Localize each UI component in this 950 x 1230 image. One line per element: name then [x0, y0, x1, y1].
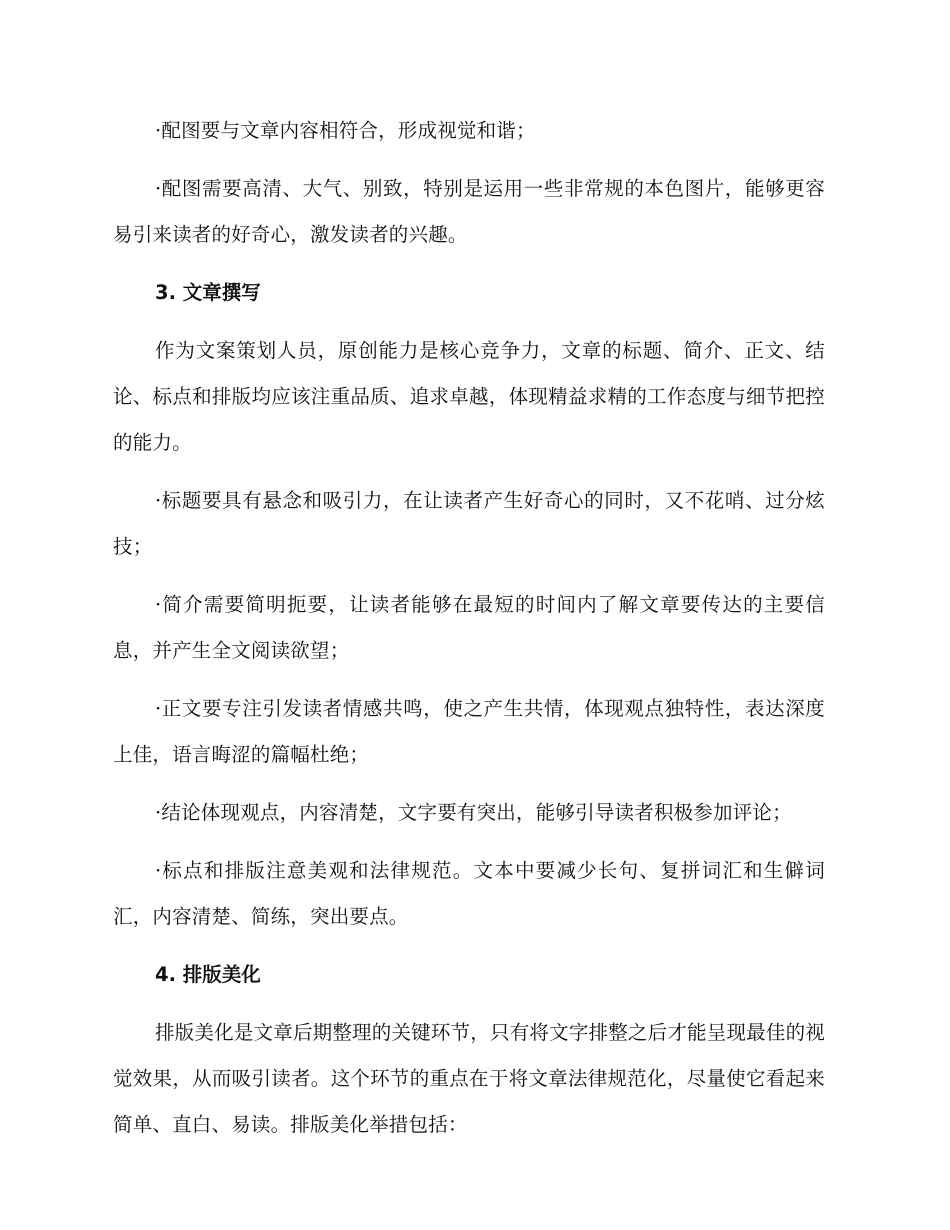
body-paragraph: 排版美化是文章后期整理的关键环节，只有将文字排整之后才能呈现最佳的视觉效果，从而吸引读者。这个环节的重点在于将文章法律规范化，尽量使它看起来简单、直白、易读。排版美化举措包括：	[113, 1021, 825, 1136]
bullet-paragraph: ·结论体现观点，内容清楚，文字要有突出，能够引导读者积极参加评论；	[155, 801, 792, 824]
bullet-paragraph: ·标点和排版注意美观和法律规范。文本中要减少长句、复拼词汇和生僻词汇，内容清楚、简练，突出要点。	[113, 859, 825, 928]
document-body	[113, 108, 825, 1148]
bullet-paragraph: ·配图要与文章内容相符合，形成视觉和谐；	[155, 119, 536, 142]
bullet-paragraph: ·简介需要简明扼要，让读者能够在最短的时间内了解文章要传达的主要信息，并产生全文阅读欲望；	[113, 593, 825, 662]
body-paragraph: 作为文案策划人员，原创能力是核心竞争力，文章的标题、简介、正文、结论、标点和排版均应该注重品质、追求卓越，体现精益求精的工作态度与细节把控的能力。	[113, 339, 825, 454]
bullet-paragraph: ·正文要专注引发读者情感共鸣，使之产生共情，体现观点独特性，表达深度上佳，语言晦涩的篇幅杜绝；	[113, 697, 825, 766]
section-heading: 3. 文章撰写	[155, 281, 261, 304]
bullet-paragraph: ·标题要具有悬念和吸引力，在让读者产生好奇心的同时，又不花哨、过分炫技；	[113, 489, 825, 558]
section-heading: 4. 排版美化	[155, 963, 261, 986]
bullet-paragraph: ·配图需要高清、大气、别致，特别是运用一些非常规的本色图片，能够更容易引来读者的好奇心，激发读者的兴趣。	[113, 177, 825, 246]
